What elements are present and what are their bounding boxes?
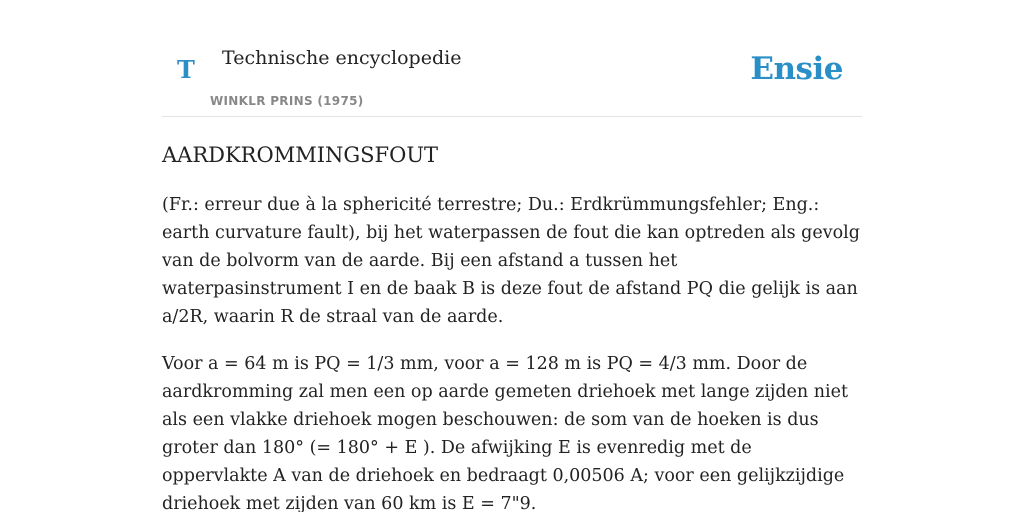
article-paragraph: Voor a = 64 m is PQ = 1/3 mm, voor a = 128 m is PQ = 4/3 mm. Door de aardkromming zal men een op aarde gemeten driehoek met lange zijden niet als een vlakke driehoek mogen beschouwen: de som van de hoeken is dus groter dan 180° (= 180° + E ). De afwijking E is evenredig met de oppervlakte A van de driehoek en bedraagt 0,00506 A; voor een gelijkzijdige driehoek met zijden van 60 km is E = 7"9. [162, 354, 849, 512]
book-subtitle: WINKLR PRINS (1975) [210, 94, 364, 108]
article-headword: AARDKROMMINGSFOUT [162, 143, 439, 167]
ensie-logo-link[interactable]: Ensie [750, 51, 843, 87]
article [162, 138, 862, 512]
book-title-link[interactable]: Technische encyclopedie [222, 47, 462, 69]
book-logo[interactable]: T [177, 55, 195, 84]
book-header [162, 0, 862, 117]
article-paragraph: (Fr.: erreur due à la sphericité terrestre; Du.: Erdkrümmungsfehler; Eng.: earth curvature fault), bij het waterpassen de fout die kan optreden als gevolg van de bolvorm van de aarde. Bij een afstand a tussen het waterpasinstrument I en de baak B is deze fout de afstand PQ die gelijk is aan a/2R, waarin R de straal van de aarde. [162, 195, 860, 327]
